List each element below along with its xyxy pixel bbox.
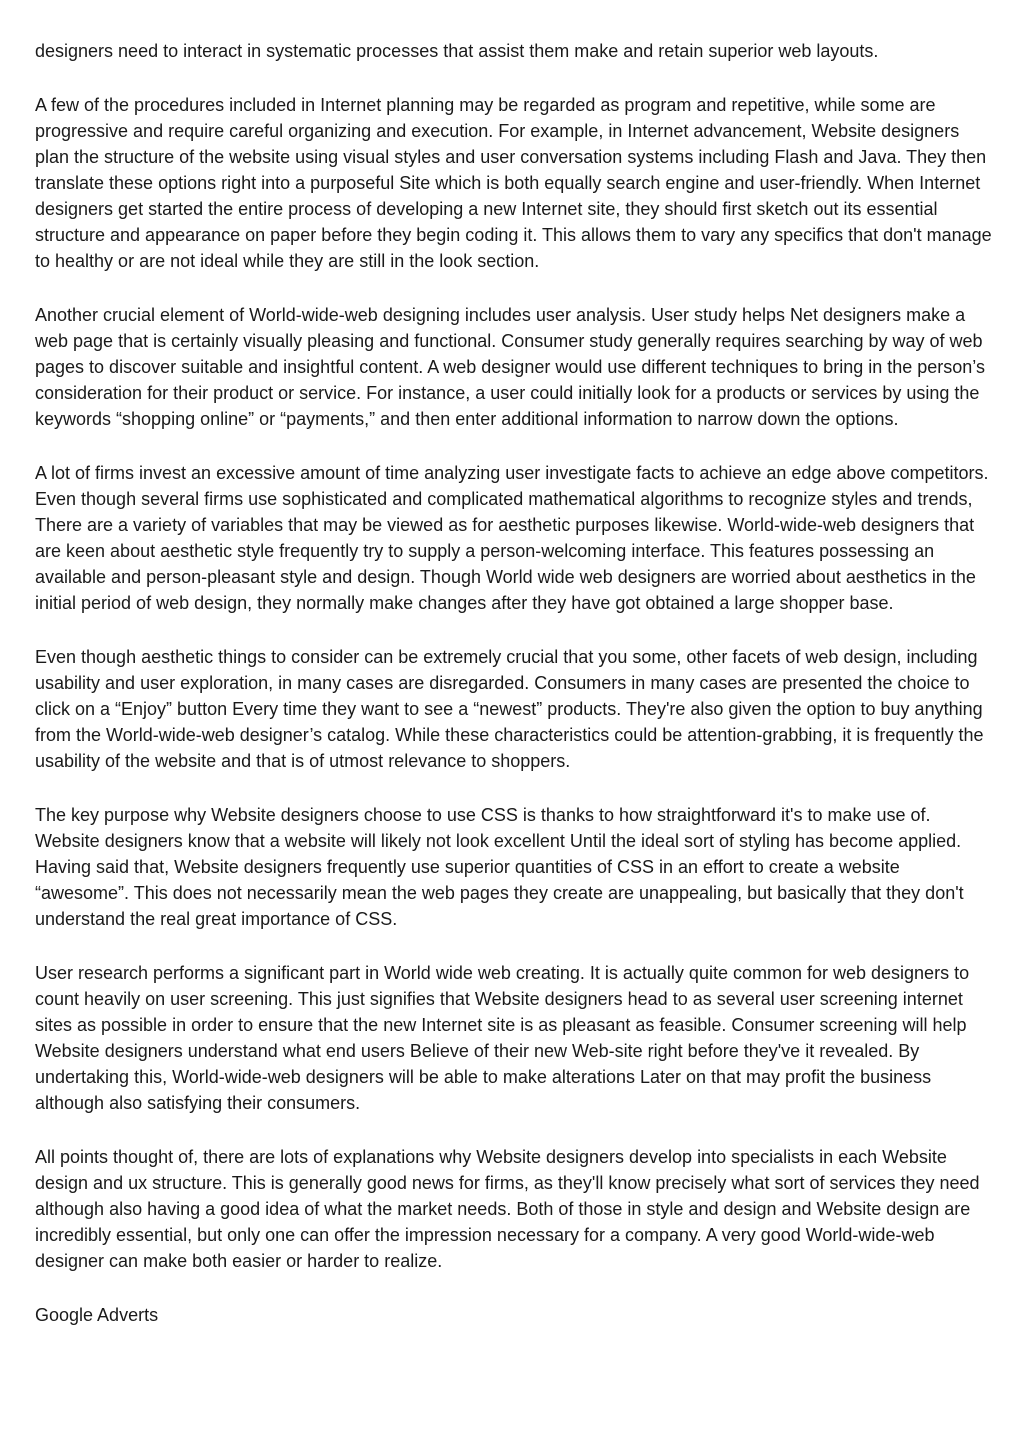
paragraph-user-research: User research performs a significant part in World wide web creating. It is actually quite common for web designers to count heavily on user screening. This just signifies that Website designers head to as several user screening internet sites as possible in order to ensure that the new Internet site is as pleasant as feasible. Consumer screening will help Website designers understand what end users Believe of their new Web-site right before they've it revealed. By undertaking this, World-wide-web designers will be able to make alterations Later on that may profit the business although also satisfying their consumers. xyxy=(35,963,970,1113)
paragraph-internet-planning: A few of the procedures included in Internet planning may be regarded as program and repetitive, while some are progressive and require careful organizing and execution. For example, in Internet advancement, Website designers plan the structure of the website using visual styles and user conversation systems including Flash and Java. They then translate these options right into a purposeful Site which is both equally search engine and user-friendly. When Internet designers get started the entire process of developing a new Internet site, they should first sketch out its essential structure and appearance on paper before they begin coding it. This allows them to vary any specifics that don't manage to healthy or are not ideal while they are still in the look section. xyxy=(35,95,992,271)
paragraph-firms-analysis: A lot of firms invest an excessive amount of time analyzing user investigate facts to achieve an edge above competitors. Even though several firms use sophisticated and complicated mathematical algorithms to recognize styles and trends, There are a variety of variables that may be viewed as for aesthetic purposes likewise. World-wide-web designers that are keen about aesthetic style frequently try to supply a person-welcoming interface. This features possessing an available and person-pleasant style and design. Though World wide web designers are worried about aesthetics in the initial period of web design, they normally make changes after they have got obtained a large shopper base. xyxy=(35,463,989,613)
footer-text: Google Adverts xyxy=(35,1305,159,1325)
paragraph-conclusion: All points thought of, there are lots of explanations why Website designers develop into specialists in each Website design and ux structure. This is generally good news for firms, as they'll know precisely what sort of services they need although also having a good idea of what the market needs. Both of those in style and design and Website design are incredibly essential, but only one can offer the impression necessary for a company. A very good World-wide-web designer can make both easier or harder to realize. xyxy=(35,1147,980,1271)
paragraph-intro-continuation: designers need to interact in systematic processes that assist them make and retain superior web layouts. xyxy=(35,41,879,61)
paragraph-css-purpose: The key purpose why Website designers choose to use CSS is thanks to how straightforward it's to make use of. Website designers know that a website will likely not look excellent Until the ideal sort of styling has become applied. Having said that, Website designers frequently use superior quantities of CSS in an effort to create a website “awesome”. This does not necessarily mean the web pages they create are unappealing, but basically that they don't understand the real great importance of CSS. xyxy=(35,805,964,929)
paragraph-user-analysis: Another crucial element of World-wide-web designing includes user analysis. User study helps Net designers make a web page that is certainly visually pleasing and functional. Consumer study generally requires searching by way of web pages to discover suitable and insightful content. A web designer would use different techniques to bring in the person’s consideration for their product or service. For instance, a user could initially look for a products or services by using the keywords “shopping online” or “payments,” and then enter additional information to narrow down the options. xyxy=(35,305,985,429)
document-page xyxy=(35,38,993,1328)
paragraph-aesthetics-usability: Even though aesthetic things to consider can be extremely crucial that you some, other facets of web design, including usability and user exploration, in many cases are disregarded. Consumers in many cases are presented the choice to click on a “Enjoy” button Every time they want to see a “newest” products. They're also given the option to buy anything from the World-wide-web designer’s catalog. While these characteristics could be attention-grabbing, it is frequently the usability of the website and that is of utmost relevance to shoppers. xyxy=(35,647,984,771)
